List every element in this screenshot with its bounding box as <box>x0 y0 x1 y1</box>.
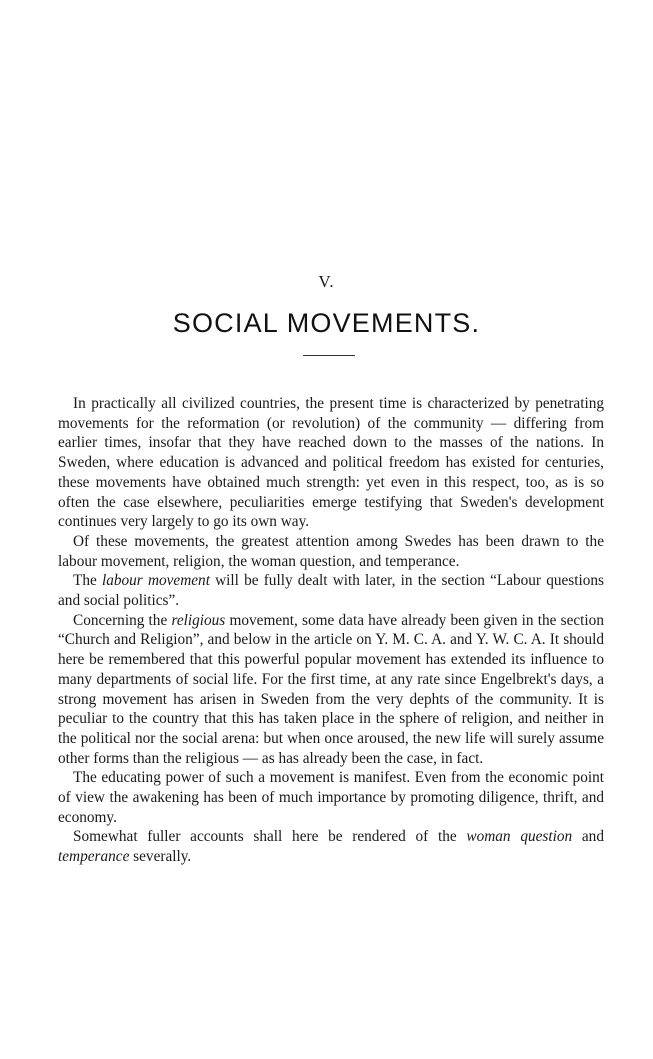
paragraph-5-text: The educating power of such a movement is manifest. Even from the economic point of view the awakening has been of much importance by promoting diligence, thrift, and economy. <box>58 769 604 826</box>
chapter-number: V. <box>318 272 335 291</box>
paragraph-6-pre: Somewhat fuller accounts shall here be rendered of the <box>73 828 467 846</box>
paragraph-4-emphasis: religious <box>171 611 226 629</box>
paragraph-6-emphasis-2: temperance <box>58 848 130 866</box>
paragraph-4-post: movement, some data have already been given in the section “Church and Religion”, and below in the article on Y. M. C. A. and Y. W. C. A. It should here be remembered that this powerful popular movement has extended its influence to many departments of social life. For the first time, at any rate since Engelbrekt's days, a strong movement has arisen in Sweden from the very dephts of the community. It is peculiar to the country that this has taken place in the sphere of religion, and neither in the political nor the social arena: but when once aroused, the new life will surely assume other forms than the religious — as has already been the case, in fact. <box>58 611 604 767</box>
paragraph-3-emphasis: labour movement <box>101 572 210 590</box>
paragraph-5 <box>58 768 604 827</box>
title-divider <box>303 355 355 356</box>
body-text <box>58 394 604 867</box>
paragraph-4 <box>58 611 604 769</box>
paragraph-1 <box>58 394 604 532</box>
paragraph-4-pre: Concerning the <box>73 611 172 629</box>
paragraph-2 <box>58 532 604 571</box>
paragraph-6-emphasis-1: woman question <box>466 828 573 846</box>
paragraph-3-pre: The <box>73 572 102 590</box>
paragraph-3 <box>58 571 604 610</box>
paragraph-3-post: will be fully dealt with later, in the section “Labour questions and social politics”. <box>58 572 604 610</box>
paragraph-2-text: Of these movements, the greatest attention among Swedes has been drawn to the labour movement, religion, the woman question, and temperance. <box>58 532 604 570</box>
chapter-title: SOCIAL MOVEMENTS. <box>172 308 481 338</box>
paragraph-6 <box>58 827 604 866</box>
paragraph-6-post: severally. <box>129 848 192 866</box>
paragraph-6-mid: and <box>572 828 604 846</box>
paragraph-1-text: In practically all civilized countries, the present time is characterized by penetrating movements for the reformation (or revolution) of the community — differing from earlier times, insofar that they have reached down to the masses of the nations. In Sweden, where education is advanced and political freedom has existed for centuries, these movements have obtained much strength: yet even in this respect, too, as is so often the case elsewhere, peculiarities emerge testifying that Sweden's development continues very largely to go its own way. <box>58 395 604 531</box>
